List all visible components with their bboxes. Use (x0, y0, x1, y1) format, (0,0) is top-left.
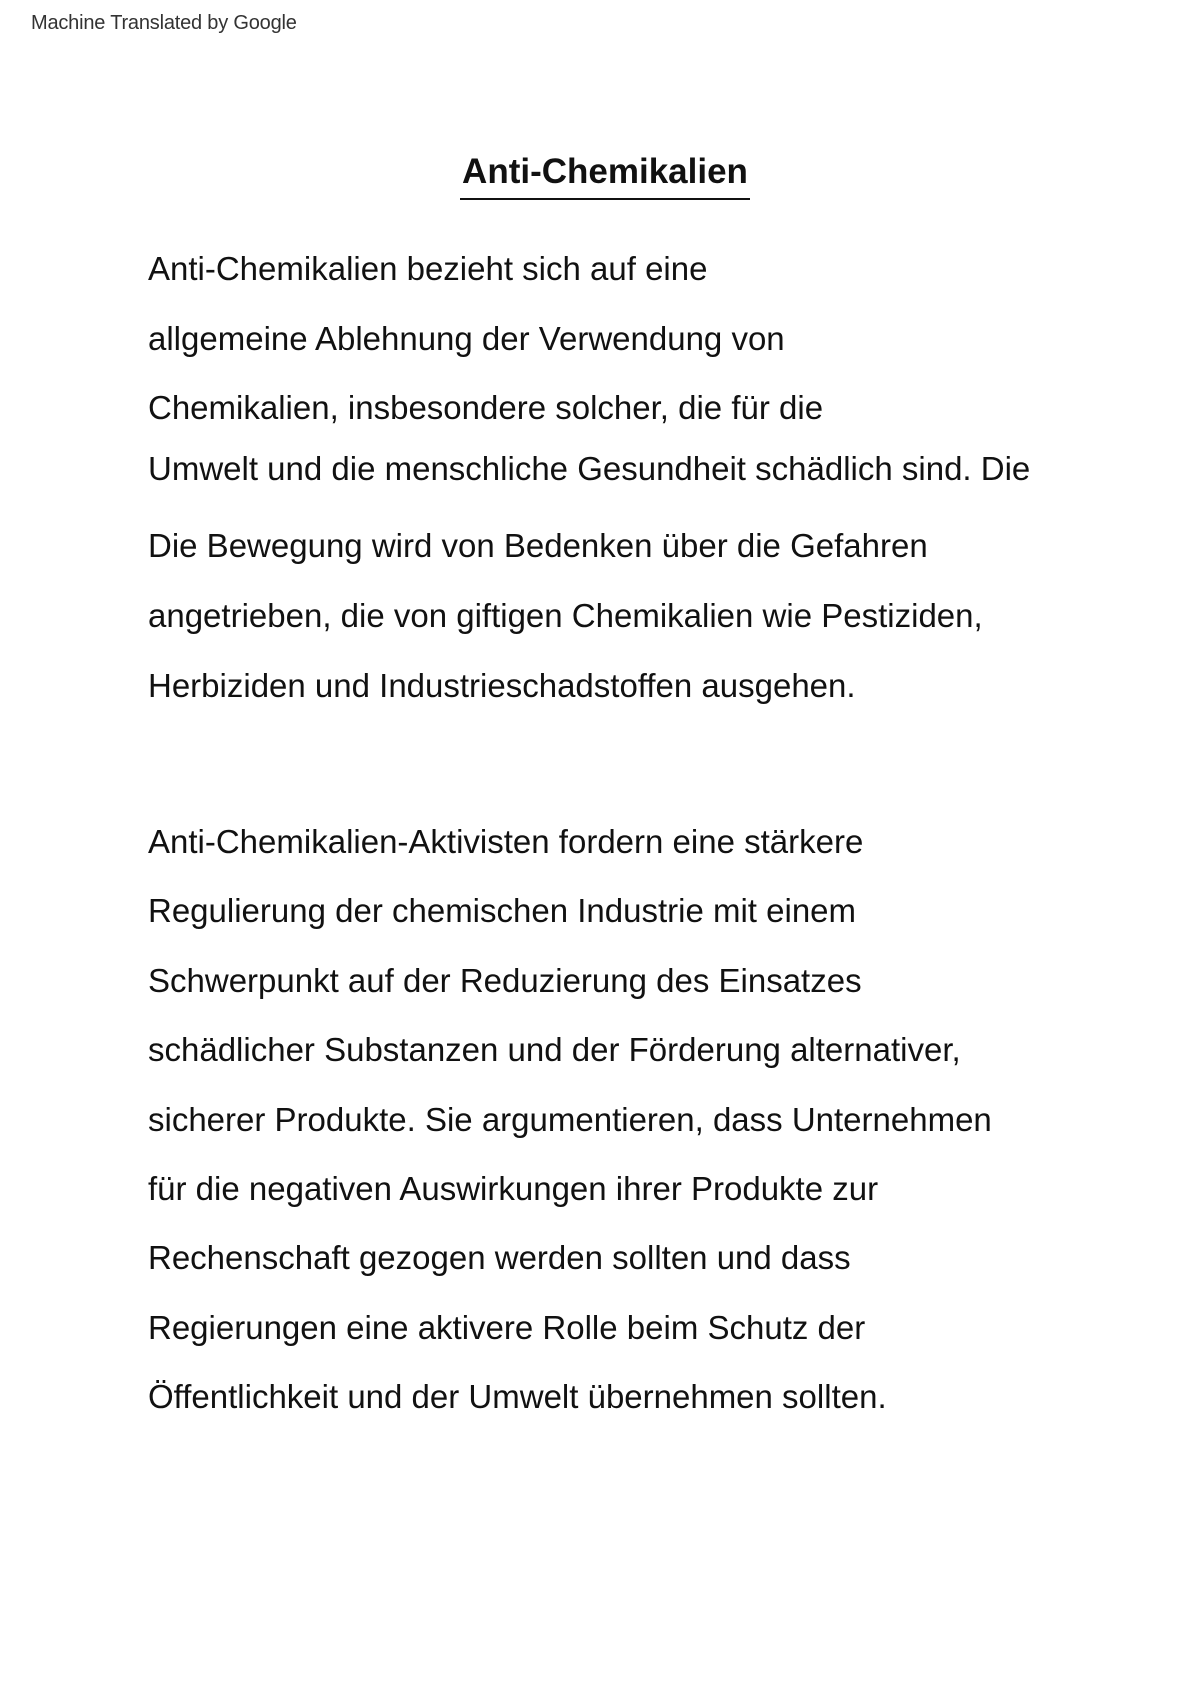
paragraph-2-line: sicherer Produkte. Sie argumentieren, dass Unternehmen (148, 1101, 992, 1138)
paragraph-2-line: Anti-Chemikalien-Aktivisten fordern eine stärkere (148, 823, 864, 860)
paragraph-2-line: Regierungen eine aktivere Rolle beim Schutz der (148, 1309, 866, 1346)
paragraph-2-line: schädlicher Substanzen und der Förderung alternativer, (148, 1031, 961, 1068)
paragraph-1-line: allgemeine Ablehnung der Verwendung von (148, 320, 785, 357)
paragraph-2-line: Schwerpunkt auf der Reduzierung des Einsatzes (148, 962, 862, 999)
paragraph-1-line: Die Bewegung wird von Bedenken über die Gefahren (148, 527, 928, 564)
machine-translation-watermark: Machine Translated by Google (31, 12, 297, 34)
paragraph-1-line: Chemikalien, insbesondere solcher, die für die (148, 389, 824, 426)
paragraph-1-line: Herbiziden und Industrieschadstoffen ausgehen. (148, 667, 856, 704)
paragraph-1-line: Anti-Chemikalien bezieht sich auf eine (148, 250, 708, 287)
paragraph-2-line: für die negativen Auswirkungen ihrer Produkte zur (148, 1170, 879, 1207)
page-title-container (0, 152, 1200, 200)
paragraph-2-line: Öffentlichkeit und der Umwelt übernehmen sollten. (148, 1378, 887, 1415)
paragraph-2-line: Regulierung der chemischen Industrie mit einem (148, 892, 857, 929)
paragraph-1-line: Umwelt und die menschliche Gesundheit schädlich sind. Die (148, 450, 1031, 487)
paragraph-1-line: angetrieben, die von giftigen Chemikalien wie Pestiziden, (148, 597, 983, 634)
paragraph-2-line: Rechenschaft gezogen werden sollten und dass (148, 1239, 851, 1276)
page-title: Anti-Chemikalien (460, 152, 750, 200)
